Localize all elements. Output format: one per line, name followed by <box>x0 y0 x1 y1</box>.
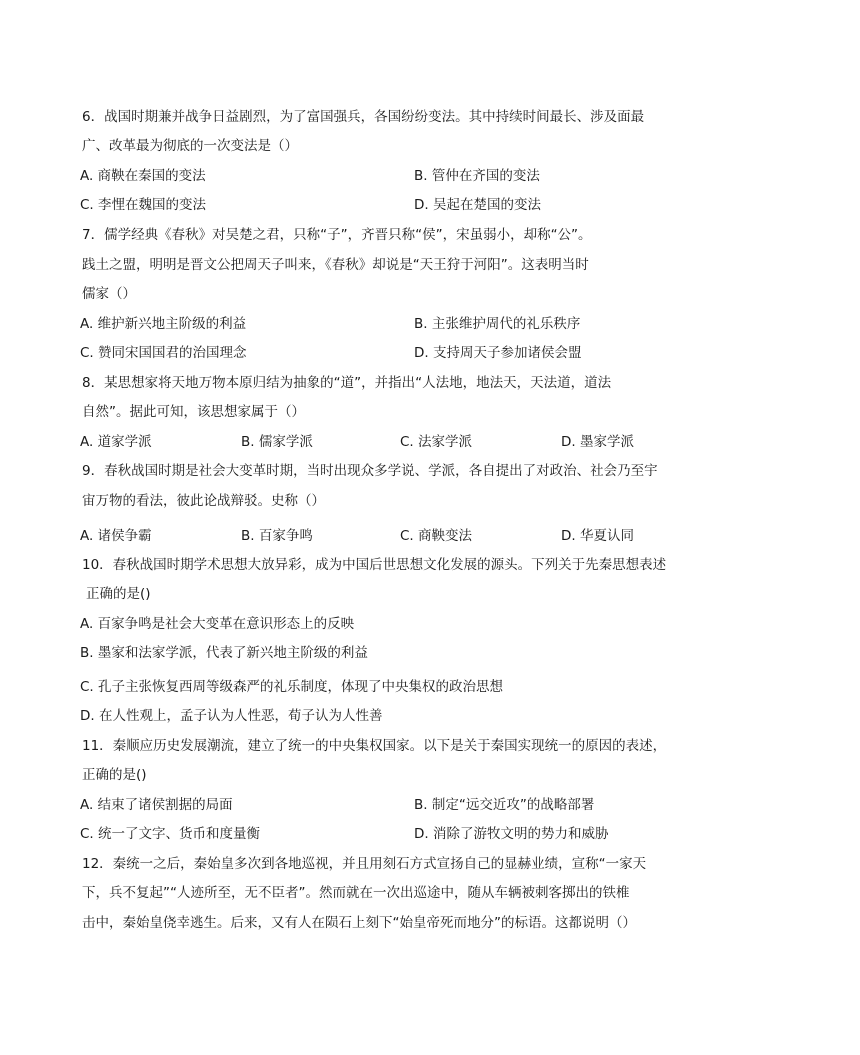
question-10-option-c: C. 孔子主张恢复西周等级森严的礼乐制度，体现了中央集权的政治思想 <box>80 679 504 695</box>
question-12-line-3: 击中，秦始皇侥幸逃生。后来，又有人在陨石上刻下“始皇帝死而地分”的标语。这都说明（） <box>82 915 636 931</box>
question-12-line-1: 12．秦统一之后，秦始皇多次到各地巡视，并且用刻石方式宣扬自己的显赫业绩，宣称“一家天 <box>82 856 647 872</box>
question-6-line-2: 广、改革最为彻底的一次变法是（） <box>82 138 298 154</box>
question-9-option-a: A. 诸侯争霸 <box>80 528 152 544</box>
question-7-option-c: C. 赞同宋国国君的治国理念 <box>80 345 247 361</box>
question-7-line-3: 儒家（） <box>82 286 136 302</box>
question-12-line-2: 下，兵不复起”“人迹所至，无不臣者”。然而就在一次出巡途中，随从车辆被刺客掷出的铁椎 <box>82 885 630 901</box>
question-11-option-c: C. 统一了文字、货币和度量衡 <box>80 826 261 842</box>
question-6-line-1: 6．战国时期兼并战争日益剧烈，为了富国强兵，各国纷纷变法。其中持续时间最长、涉及面最 <box>82 109 645 125</box>
question-9-option-d: D. 华夏认同 <box>561 528 634 544</box>
question-8-line-1: 8．某思想家将天地万物本原归结为抽象的“道”，并指出“人法地，地法天，天法道，道法 <box>82 375 612 391</box>
question-10-line-1: 10．春秋战国时期学术思想大放异彩，成为中国后世思想文化发展的源头。下列关于先秦思想表述 <box>82 557 667 573</box>
question-8-option-c: C. 法家学派 <box>400 434 473 450</box>
question-10-option-d: D. 在人性观上，孟子认为人性恶，荀子认为人性善 <box>80 708 383 724</box>
question-8-line-2: 自然”。据此可知，该思想家属于（） <box>82 404 305 420</box>
question-10-line-2: 正确的是() <box>86 586 151 602</box>
question-6-option-c: C. 李悝在魏国的变法 <box>80 197 207 213</box>
question-9-line-1: 9．春秋战国时期是社会大变革时期，当时出现众多学说、学派，各自提出了对政治、社会乃至宇 <box>82 463 658 479</box>
question-6-option-d: D. 吴起在楚国的变法 <box>414 197 541 213</box>
question-11-line-1: 11．秦顺应历史发展潮流，建立了统一的中央集权国家。以下是关于秦国实现统一的原因的表述， <box>82 738 667 754</box>
question-7-line-1: 7．儒学经典《春秋》对吴楚之君，只称“子”，齐晋只称“侯”，宋虽弱小，却称“公”。 <box>82 227 592 243</box>
question-9-line-2: 宙万物的看法，彼此论战辩驳。史称（） <box>82 493 325 509</box>
question-10-option-a: A. 百家争鸣是社会大变革在意识形态上的反映 <box>80 616 355 632</box>
question-10-option-b: B. 墨家和法家学派，代表了新兴地主阶级的利益 <box>80 645 368 661</box>
question-11-line-2: 正确的是() <box>82 767 147 783</box>
question-7-option-b: B. 主张维护周代的礼乐秩序 <box>414 316 581 332</box>
question-9-option-b: B. 百家争鸣 <box>241 528 313 544</box>
question-6-option-b: B. 管仲在齐国的变法 <box>414 168 540 184</box>
question-7-line-2: 践土之盟，明明是晋文公把周天子叫来，《春秋》却说是“天王狩于河阳”。这表明当时 <box>82 257 589 273</box>
question-7-option-d: D. 支持周天子参加诸侯会盟 <box>414 345 582 361</box>
question-8-option-b: B. 儒家学派 <box>241 434 313 450</box>
question-6-option-a: A. 商鞅在秦国的变法 <box>80 168 206 184</box>
question-9-option-c: C. 商鞅变法 <box>400 528 473 544</box>
question-8-option-d: D. 墨家学派 <box>561 434 634 450</box>
question-8-option-a: A. 道家学派 <box>80 434 152 450</box>
question-11-option-d: D. 消除了游牧文明的势力和威胁 <box>414 826 609 842</box>
question-7-option-a: A. 维护新兴地主阶级的利益 <box>80 316 247 332</box>
question-11-option-b: B. 制定“远交近攻”的战略部署 <box>414 797 595 813</box>
question-11-option-a: A. 结束了诸侯割据的局面 <box>80 797 233 813</box>
